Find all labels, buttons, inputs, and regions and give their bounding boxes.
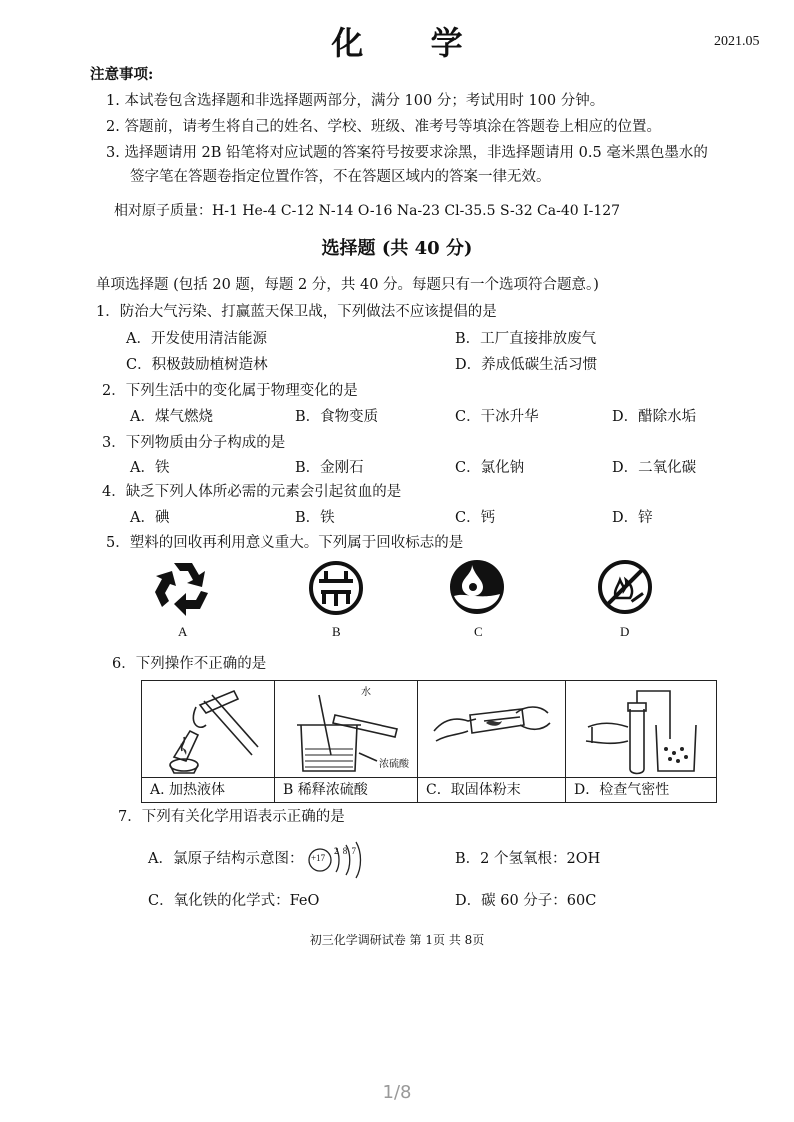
- q2-option-d: D．醋除水垢: [612, 409, 697, 425]
- taking-powder-icon: [430, 691, 556, 761]
- q1-option-a: A．开发使用清洁能源: [126, 331, 267, 347]
- notice-heading: 注意事项:: [90, 66, 154, 83]
- q5-label-d: D: [620, 624, 630, 639]
- exam-date: 2021.05: [714, 34, 760, 49]
- q2-option-a: A．煤气燃烧: [130, 409, 213, 425]
- q6-operation-table: [141, 680, 717, 803]
- q7-option-b: B．2 个氢氧根：2OH: [455, 851, 601, 867]
- section-intro: 单项选择题 (包括 20 题，每题 2 分，共 40 分。每题只有一个选项符合题意。): [96, 277, 599, 293]
- q3-option-d: D．二氧化碳: [612, 460, 697, 476]
- q6-label-acid: 浓硫酸: [379, 759, 409, 770]
- q3-option-b: B．金刚石: [295, 460, 364, 476]
- q4-option-d: D．锌: [612, 510, 653, 526]
- heating-liquid-icon: [152, 685, 264, 775]
- q6-label-water: 水: [361, 687, 371, 698]
- q3-option-a: A．铁: [130, 460, 170, 476]
- q6-cell-a: [142, 681, 275, 802]
- q6-caption-b: B 稀释浓硫酸: [275, 777, 417, 802]
- water-saving-symbol-icon: [448, 558, 506, 616]
- q4-option-b: B．铁: [295, 510, 335, 526]
- q2-option-c: C．干冰升华: [455, 409, 539, 425]
- no-fire-symbol-icon: [596, 558, 654, 616]
- q7-option-d: D．碳 60 分子：60C: [455, 893, 597, 909]
- q6-cell-c: [418, 681, 566, 802]
- q5-label-b: B: [332, 624, 341, 639]
- notice-item-2: 2. 答题前，请考生将自己的姓名、学校、班级、准考号等填涂在答题卷上相应的位置。: [106, 119, 661, 135]
- q6-stem: 6．下列操作不正确的是: [112, 656, 267, 672]
- q6-caption-c: C．取固体粉末: [418, 777, 565, 802]
- q1-option-c: C．积极鼓励植树造林: [126, 357, 268, 373]
- q5-stem: 5．塑料的回收再利用意义重大。下列属于回收标志的是: [106, 535, 464, 551]
- page-footer: 初三化学调研试卷 第 1页 共 8页: [309, 933, 485, 947]
- q7-nucleus-charge: +17: [311, 853, 326, 863]
- q5-label-c: C: [474, 624, 483, 639]
- q4-stem: 4．缺乏下列人体所必需的元素会引起贫血的是: [102, 484, 402, 500]
- page-title: 化 学: [331, 24, 491, 62]
- recycle-symbol-icon: [152, 559, 214, 619]
- q4-option-c: C．钙: [455, 510, 496, 526]
- q2-stem: 2．下列生活中的变化属于物理变化的是: [102, 383, 358, 399]
- q5-label-a: A: [178, 624, 188, 639]
- page-indicator: 1/8: [382, 1082, 412, 1103]
- q1-option-b: B．工厂直接排放废气: [455, 331, 597, 347]
- q6-cell-b: [275, 681, 418, 802]
- q3-option-c: C．氯化钠: [455, 460, 525, 476]
- circle-emblem-b-icon: [308, 560, 364, 616]
- q6-caption-a: A. 加热液体: [142, 777, 274, 802]
- q7-electron-shells: 2 8 7: [334, 846, 357, 856]
- q2-option-b: B．食物变质: [295, 409, 379, 425]
- atomic-masses: 相对原子质量：H-1 He-4 C-12 N-14 O-16 Na-23 Cl-35.5 S-32 Ca-40 I-127: [114, 203, 621, 219]
- q1-stem: 1．防治大气污染、打赢蓝天保卫战，下列做法不应该提倡的是: [96, 304, 497, 320]
- q7-stem: 7．下列有关化学用语表示正确的是: [118, 809, 345, 825]
- q7-option-a: A．氯原子结构示意图：: [148, 851, 304, 867]
- notice-item-3-cont: 签字笔在答题卷指定位置作答，不在答题区域内的答案一律无效。: [130, 169, 551, 185]
- q6-caption-d: D．检查气密性: [566, 777, 716, 802]
- q7-option-c: C．氧化铁的化学式：FeO: [148, 893, 320, 909]
- notice-item-3: 3. 选择题请用 2B 铅笔将对应试题的答案符号按要求涂黑，非选择题请用 0.5 毫米黑色墨水的: [106, 145, 708, 161]
- q3-stem: 3．下列物质由分子构成的是: [102, 435, 286, 451]
- section-title: 选择题 (共 40 分): [321, 238, 473, 259]
- q1-option-d: D．养成低碳生活习惯: [455, 357, 598, 373]
- notice-item-1: 1. 本试卷包含选择题和非选择题两部分，满分 100 分；考试用时 100 分钟。: [106, 93, 605, 109]
- q6-cell-d: [566, 681, 716, 802]
- q4-option-a: A．碘: [130, 510, 170, 526]
- airtightness-check-icon: [582, 683, 706, 775]
